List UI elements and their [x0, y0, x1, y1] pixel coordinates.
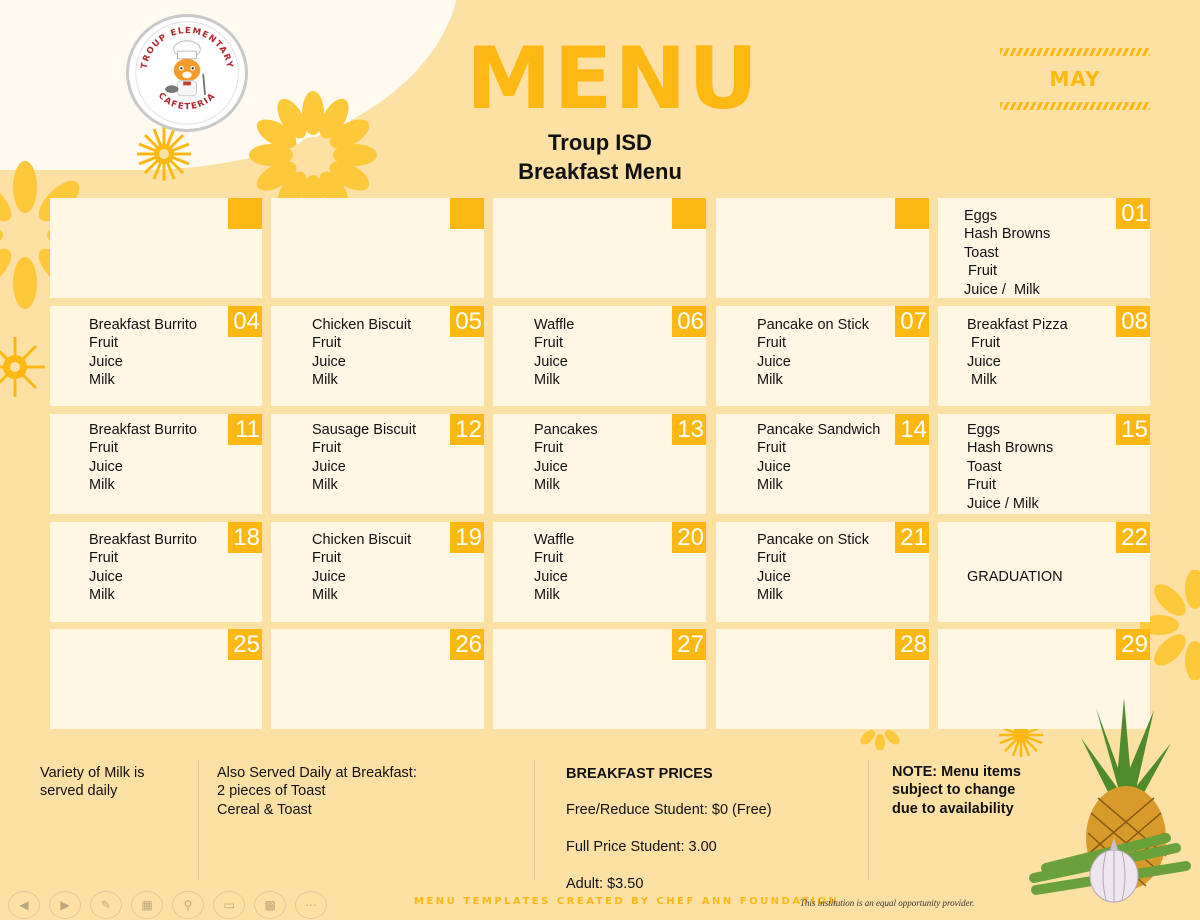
- day-number: 05: [450, 306, 484, 337]
- template-credit: MENU TEMPLATES CREATED BY CHEF ANN FOUNDATION: [414, 896, 840, 907]
- day-cell: [938, 198, 1150, 298]
- day-menu: Breakfast Burrito Fruit Juice Milk: [89, 422, 197, 494]
- school-logo: [126, 14, 248, 132]
- day-menu: Breakfast Pizza Fruit Juice Milk: [967, 317, 1068, 389]
- day-number: 20: [672, 522, 706, 553]
- sun-decoration-icon: [0, 336, 46, 398]
- next-icon[interactable]: ▶: [49, 891, 81, 919]
- logo-bottom-text: CAFETERIA: [155, 90, 219, 113]
- milk-note: Variety of Milk is served daily: [40, 765, 145, 800]
- day-menu: Waffle Fruit Juice Milk: [534, 532, 575, 604]
- divider: [198, 760, 199, 880]
- day-cell: [493, 306, 706, 406]
- more-icon[interactable]: ⋯: [295, 891, 327, 919]
- pineapple-asparagus-garlic-illustration: [1026, 698, 1196, 908]
- prices-heading: BREAKFAST PRICES: [566, 766, 713, 782]
- day-menu: GRADUATION: [967, 568, 1063, 585]
- day-number: 08: [1116, 306, 1150, 337]
- month-label: MAY: [1049, 67, 1101, 91]
- day-cell: [716, 522, 929, 622]
- day-cell: [716, 306, 929, 406]
- hatch-bottom: [1000, 102, 1150, 110]
- day-number: 19: [450, 522, 484, 553]
- price-full: Full Price Student: 3.00: [566, 839, 717, 855]
- day-cell: [938, 414, 1150, 514]
- note-text: Menu items subject to change due to availability: [892, 764, 1021, 817]
- day-cell: [493, 522, 706, 622]
- day-cell: [50, 198, 262, 298]
- day-menu: Eggs Hash Browns Toast Fruit Juice / Milk: [964, 208, 1051, 298]
- day-number: 01: [1116, 198, 1150, 229]
- day-menu: Eggs Hash Browns Toast Fruit Juice / Milk: [967, 422, 1054, 512]
- day-number: 07: [895, 306, 929, 337]
- day-cell: [50, 306, 262, 406]
- also-served-note: Also Served Daily at Breakfast: 2 pieces of Toast Cereal & Toast: [217, 765, 417, 818]
- day-number: 12: [450, 414, 484, 445]
- day-number: [895, 198, 929, 229]
- equal-opportunity-statement: This institution is an equal opportunity provider.: [800, 898, 975, 908]
- day-cell: [938, 522, 1150, 622]
- day-number: 14: [895, 414, 929, 445]
- price-adult: Adult: $3.50: [566, 876, 644, 892]
- day-number: 26: [450, 629, 484, 660]
- month-banner: [1000, 48, 1150, 110]
- hatch-top: [1000, 48, 1150, 56]
- previous-icon[interactable]: ◀: [8, 891, 40, 919]
- camera-off-icon[interactable]: ▩: [254, 891, 286, 919]
- day-number: 22: [1116, 522, 1150, 553]
- day-number: [228, 198, 262, 229]
- day-menu: Breakfast Burrito Fruit Juice Milk: [89, 532, 197, 604]
- sun-decoration-icon: [136, 126, 192, 182]
- menu-name: Breakfast Menu: [518, 159, 682, 184]
- day-cell: [271, 522, 484, 622]
- day-number: 27: [672, 629, 706, 660]
- pen-icon[interactable]: ✎: [90, 891, 122, 919]
- day-number: 06: [672, 306, 706, 337]
- day-number: [450, 198, 484, 229]
- day-number: 18: [228, 522, 262, 553]
- page-subtitle: [450, 128, 750, 186]
- day-cell: [50, 414, 262, 514]
- day-cell: [493, 629, 706, 729]
- day-menu: Pancakes Fruit Juice Milk: [534, 422, 598, 494]
- slides-icon[interactable]: ▦: [131, 891, 163, 919]
- day-cell: [938, 306, 1150, 406]
- day-cell: [50, 522, 262, 622]
- day-cell: [716, 414, 929, 514]
- day-menu: Pancake Sandwich Fruit Juice Milk: [757, 422, 881, 494]
- day-menu: Sausage Biscuit Fruit Juice Milk: [312, 422, 416, 494]
- zoom-icon[interactable]: ⚲: [172, 891, 204, 919]
- day-menu: Pancake on Stick Fruit Juice Milk: [757, 532, 870, 604]
- day-cell: [50, 629, 262, 729]
- day-number: 28: [895, 629, 929, 660]
- day-menu: Breakfast Burrito Fruit Juice Milk: [89, 317, 197, 389]
- day-menu: Pancake on Stick Fruit Juice Milk: [757, 317, 870, 389]
- day-number: 04: [228, 306, 262, 337]
- day-number: 15: [1116, 414, 1150, 445]
- availability-note: [892, 763, 1021, 818]
- price-free: Free/Reduce Student: $0 (Free): [566, 802, 772, 818]
- day-number: [672, 198, 706, 229]
- day-cell: [716, 629, 929, 729]
- day-cell: [716, 198, 929, 298]
- page-title: MENU: [466, 29, 761, 129]
- subtitles-icon[interactable]: ▭: [213, 891, 245, 919]
- logo-top-text: TROUP ELEMENTARY: [139, 26, 235, 70]
- day-cell: [271, 629, 484, 729]
- day-number: 13: [672, 414, 706, 445]
- divider: [868, 760, 869, 880]
- day-number: 11: [228, 414, 262, 445]
- day-number: 21: [895, 522, 929, 553]
- day-cell: [271, 414, 484, 514]
- day-cell: [493, 414, 706, 514]
- day-number: 25: [228, 629, 262, 660]
- day-cell: [493, 198, 706, 298]
- divider: [534, 760, 535, 880]
- day-menu: Waffle Fruit Juice Milk: [534, 317, 575, 389]
- day-menu: Chicken Biscuit Fruit Juice Milk: [312, 317, 412, 389]
- note-label: NOTE:: [892, 764, 938, 780]
- day-number: 29: [1116, 629, 1150, 660]
- day-menu: Chicken Biscuit Fruit Juice Milk: [312, 532, 412, 604]
- day-cell: [271, 306, 484, 406]
- presentation-controls: [8, 891, 327, 919]
- district-name: Troup ISD: [548, 130, 652, 155]
- day-cell: [271, 198, 484, 298]
